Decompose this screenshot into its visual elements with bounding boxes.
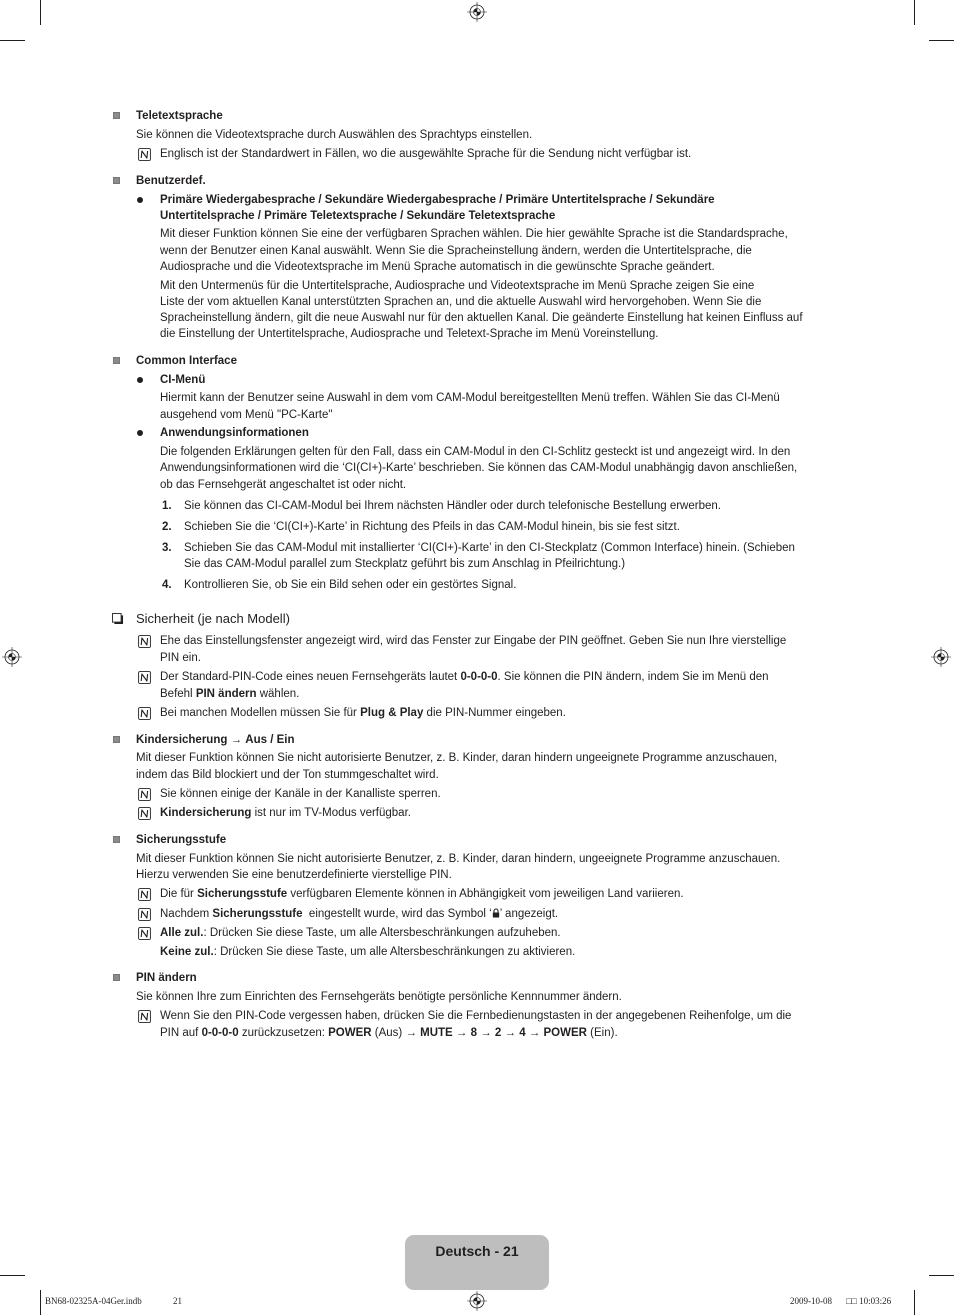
- crop-mark: [914, 1290, 915, 1315]
- bold-term: Plug & Play: [360, 707, 424, 719]
- bold-term: Keine zul.: [160, 946, 214, 958]
- note-text: Sie können einige der Kanäle in der Kanalliste sperren.: [160, 788, 441, 800]
- note-text-segment: PIN auf: [160, 1027, 202, 1039]
- registration-mark-icon: [467, 1291, 487, 1311]
- crop-mark: [929, 40, 954, 41]
- registration-mark-icon: [467, 2, 487, 22]
- crop-mark: [40, 0, 41, 25]
- bold-term: 0-0-0-0: [201, 1027, 239, 1039]
- bold-term: Kindersicherung: [160, 807, 252, 819]
- note-icon: [138, 927, 151, 940]
- step-text: Schieben Sie die ‘CI(CI+)-Karte’ in Richtung des Pfeils in das CAM-Modul hinein, bis sie fest sitzt.: [184, 521, 680, 533]
- note-text: [160, 906, 558, 922]
- step-number: 4.: [162, 579, 172, 591]
- arrow-glyph: →: [227, 734, 246, 746]
- bold-term: POWER: [328, 1027, 372, 1039]
- app-info-text: Die folgenden Erklärungen gelten für den Fall, dass ein CAM-Modul in den CI-Schlitz gesteckt ist und angezeigt wird. In den: [160, 446, 791, 458]
- bold-term: MUTE: [420, 1027, 453, 1039]
- crop-mark: [929, 1275, 954, 1276]
- bold-term: Sicherungsstufe: [212, 908, 303, 920]
- step-number: 2.: [162, 521, 172, 533]
- note-text: PIN ein.: [160, 652, 201, 664]
- sicherungsstufe-body: Mit dieser Funktion können Sie nicht autorisierte Benutzer, z. B. Kinder, daran hindern, ungeeignete Programme anzuschauen.: [136, 853, 781, 865]
- square-bullet-icon: [113, 736, 120, 743]
- note-text-segment: . Sie können die PIN ändern, indem Sie im Menü den: [497, 671, 769, 683]
- step-text: Sie können das CI-CAM-Modul bei Ihrem nächsten Händler oder durch telefonische Bestellung erwerben.: [184, 500, 721, 512]
- teletextsprache-note: Englisch ist der Standardwert in Fällen, wo die ausgewählte Sprache für die Sendung nicht verfügbar ist.: [160, 148, 692, 160]
- step-number: 1.: [162, 500, 172, 512]
- crop-mark: [0, 40, 25, 41]
- note-text: [160, 1025, 618, 1041]
- note-text-segment: eingestellt wurde, wird das Symbol ‘: [302, 908, 492, 920]
- note-text: [160, 669, 769, 685]
- note-text-segment: (Ein).: [586, 1027, 618, 1039]
- bold-term: POWER: [543, 1027, 587, 1039]
- bold-term: 8: [470, 1027, 478, 1039]
- note-text-segment: →: [525, 1027, 544, 1039]
- bold-term: 0-0-0-0: [460, 671, 498, 683]
- page-number-badge: [405, 1235, 549, 1290]
- note-text: [160, 705, 566, 721]
- note-icon: [138, 671, 151, 684]
- ci-menu-text: ausgehend vom Menü "PC-Karte": [160, 409, 333, 421]
- square-bullet-icon: [113, 112, 120, 119]
- note-icon: [138, 707, 151, 720]
- teletextsprache-heading: Teletextsprache: [136, 110, 223, 122]
- note-text-segment: ist nur im TV-Modus verfügbar.: [251, 807, 411, 819]
- note-text-segment: wählen.: [256, 688, 300, 700]
- note-icon: [138, 148, 151, 161]
- note-text: Wenn Sie den PIN-Code vergessen haben, drücken Sie die Fernbedienungstasten in der angegebenen Reihenfolge, um die: [160, 1010, 792, 1022]
- benutzerdef-paragraph-line: wenn der Benutzer einen Kanal auswählt. Wenn Sie die Spracheinstellung ändern, werden die Untertitelsprache, die: [160, 245, 752, 257]
- bold-term: 2: [494, 1027, 502, 1039]
- lock-icon: [492, 908, 500, 918]
- sicherungsstufe-heading: Sicherungsstufe: [136, 834, 227, 846]
- round-bullet-icon: [137, 377, 143, 383]
- note-text-segment: →: [452, 1027, 471, 1039]
- bold-term: PIN ändern: [195, 688, 257, 700]
- step-text: Kontrollieren Sie, ob Sie ein Bild sehen oder ein gestörtes Signal.: [184, 579, 517, 591]
- app-info-text: ob das Fernsehgerät angeschaltet ist oder nicht.: [160, 479, 407, 491]
- note-text-segment: zurückzusetzen:: [238, 1027, 329, 1039]
- benutzerdef-bullet-title: Primäre Wiedergabesprache / Sekundäre Wiedergabesprache / Primäre Untertitelsprache / Sekundäre: [160, 194, 715, 206]
- benutzerdef-paragraph-line: Mit dieser Funktion können Sie eine der verfügbaren Sprachen wählen. Die hier gewählte Sprache ist die Standardsprache,: [160, 228, 788, 240]
- app-info-text: Anwendungsinformationen wird die ‘CI(CI+)-Karte’ beschrieben. Sie können das CAM-Modul unabhängig davon anschließen,: [160, 462, 798, 474]
- note-text-segment: (Aus) →: [371, 1027, 421, 1039]
- benutzerdef-paragraph-line: die Einstellung der Untertitelsprache, Audiosprache und Teletext-Sprache im Menü Voreinstellung.: [160, 328, 659, 340]
- kindersicherung-heading: [136, 732, 294, 748]
- note-text-segment: Die für: [160, 888, 198, 900]
- note-text-segment: die PIN-Nummer eingeben.: [423, 707, 566, 719]
- ci-menu-text: Hiermit kann der Benutzer seine Auswahl in dem vom CAM-Modul bereitgestellten Menü treffen. Wählen Sie das CI-Menü: [160, 392, 780, 404]
- step-text: Schieben Sie das CAM-Modul mit installierter ‘CI(CI+)-Karte’ in den CI-Steckplatz (Common Interface) hinein. (Schieben: [184, 542, 795, 554]
- registration-mark-icon: [931, 647, 951, 667]
- note-icon: [138, 888, 151, 901]
- registration-mark-icon: [2, 647, 22, 667]
- note-text-segment: →: [477, 1027, 495, 1039]
- step-text: Sie das CAM-Modul parallel zum Steckplatz geführt bis zum Anschlag in Pfeilrichtung.): [184, 558, 626, 570]
- slug-time: □□ 10:03:26: [846, 1296, 892, 1306]
- square-bullet-icon: [113, 974, 120, 981]
- note-text-segment: Der Standard-PIN-Code eines neuen Fernsehgeräts lautet: [160, 671, 461, 683]
- benutzerdef-paragraph-line: Audiosprache und die Videotextsprache im Menü Sprache automatisch in die gewünschte Sprache geändert.: [160, 261, 715, 273]
- square-bullet-icon: [113, 177, 120, 184]
- benutzerdef-bullet-title: Untertitelsprache / Primäre Teletextsprache / Sekundäre Teletextsprache: [160, 210, 556, 222]
- sicherungsstufe-body: Hierzu verwenden Sie eine benutzerdefinierte vierstellige PIN.: [136, 869, 452, 881]
- note-text: Ehe das Einstellungsfenster angezeigt wird, wird das Fenster zur Eingabe der PIN geöffnet. Geben Sie nun Ihre vierstellige: [160, 635, 787, 647]
- note-text: [160, 886, 684, 902]
- round-bullet-icon: [137, 430, 143, 436]
- note-text-segment: : Drücken Sie diese Taste, um alle Altersbeschränkungen zu aktivieren.: [213, 946, 576, 958]
- checkbox-icon: [112, 613, 124, 625]
- slug-file-name: BN68-02325A-04Ger.indb: [45, 1296, 142, 1306]
- kindersicherung-body: indem das Bild blockiert und der Ton stummgeschaltet wird.: [136, 769, 439, 781]
- note-icon: [138, 635, 151, 648]
- note-text: [160, 686, 299, 702]
- note-text-segment: Nachdem: [160, 908, 213, 920]
- crop-mark: [40, 1290, 41, 1315]
- benutzerdef-paragraph-line: Mit den Untermenüs für die Untertitelsprache, Audiosprache und Videotextsprache im Menü Sprache zeigen Sie eine: [160, 280, 755, 292]
- note-icon: [138, 807, 151, 820]
- bold-term: Kindersicherung: [136, 734, 228, 746]
- sicherheit-title: Sicherheit (je nach Modell): [136, 611, 290, 626]
- bold-term: 4: [519, 1027, 526, 1039]
- note-text-segment: : Drücken Sie diese Taste, um alle Altersbeschränkungen aufzuheben.: [203, 927, 561, 939]
- note-text: [160, 925, 561, 941]
- note-text: [160, 805, 411, 821]
- note-icon: [138, 1010, 151, 1023]
- page-number-label: Deutsch - 21: [435, 1243, 519, 1259]
- bold-term: Sicherungsstufe: [197, 888, 288, 900]
- note-text-segment: →: [501, 1027, 520, 1039]
- benutzerdef-heading: Benutzerdef.: [136, 175, 206, 187]
- ci-menu-title: CI-Menü: [160, 374, 206, 386]
- note-text-segment: ’ angezeigt.: [499, 908, 559, 920]
- common-interface-heading: Common Interface: [136, 355, 237, 367]
- bold-term: Aus / Ein: [245, 734, 295, 746]
- note-text-segment: verfügbaren Elemente können in Abhängigkeit vom jeweiligen Land variieren.: [287, 888, 684, 900]
- pin-aendern-body: Sie können Ihre zum Einrichten des Fernsehgeräts benötigte persönliche Kennnummer ändern.: [136, 991, 622, 1003]
- slug-page-number: 21: [173, 1296, 182, 1306]
- note-icon: [138, 788, 151, 801]
- step-number: 3.: [162, 542, 172, 554]
- crop-mark: [914, 0, 915, 25]
- pin-aendern-heading: PIN ändern: [136, 972, 197, 984]
- note-icon: [138, 908, 151, 921]
- benutzerdef-paragraph-line: Spracheinstellung ändern, gilt die neue Auswahl nur für den aktuellen Kanal. Die geänderte Einstellung hat keinen Einfluss auf: [160, 312, 803, 324]
- note-text: [160, 944, 575, 960]
- square-bullet-icon: [113, 357, 120, 364]
- crop-mark: [0, 1275, 25, 1276]
- square-bullet-icon: [113, 836, 120, 843]
- kindersicherung-body: Mit dieser Funktion können Sie nicht autorisierte Benutzer, z. B. Kinder, daran hindern ungeeignete Programme anzuschauen,: [136, 752, 778, 764]
- benutzerdef-paragraph-line: Liste der vom aktuellen Kanal unterstützten Sprachen an, und die aktuelle Auswahl wird hervorgehoben. Wenn Sie die: [160, 296, 762, 308]
- slug-date: 2009-10-08: [790, 1296, 832, 1306]
- teletextsprache-body: Sie können die Videotextsprache durch Auswählen des Sprachtyps einstellen.: [136, 129, 533, 141]
- note-text-segment: Bei manchen Modellen müssen Sie für: [160, 707, 361, 719]
- bold-term: Alle zul.: [160, 927, 204, 939]
- round-bullet-icon: [137, 197, 143, 203]
- app-info-title: Anwendungsinformationen: [160, 427, 309, 439]
- note-text-segment: Befehl: [160, 688, 196, 700]
